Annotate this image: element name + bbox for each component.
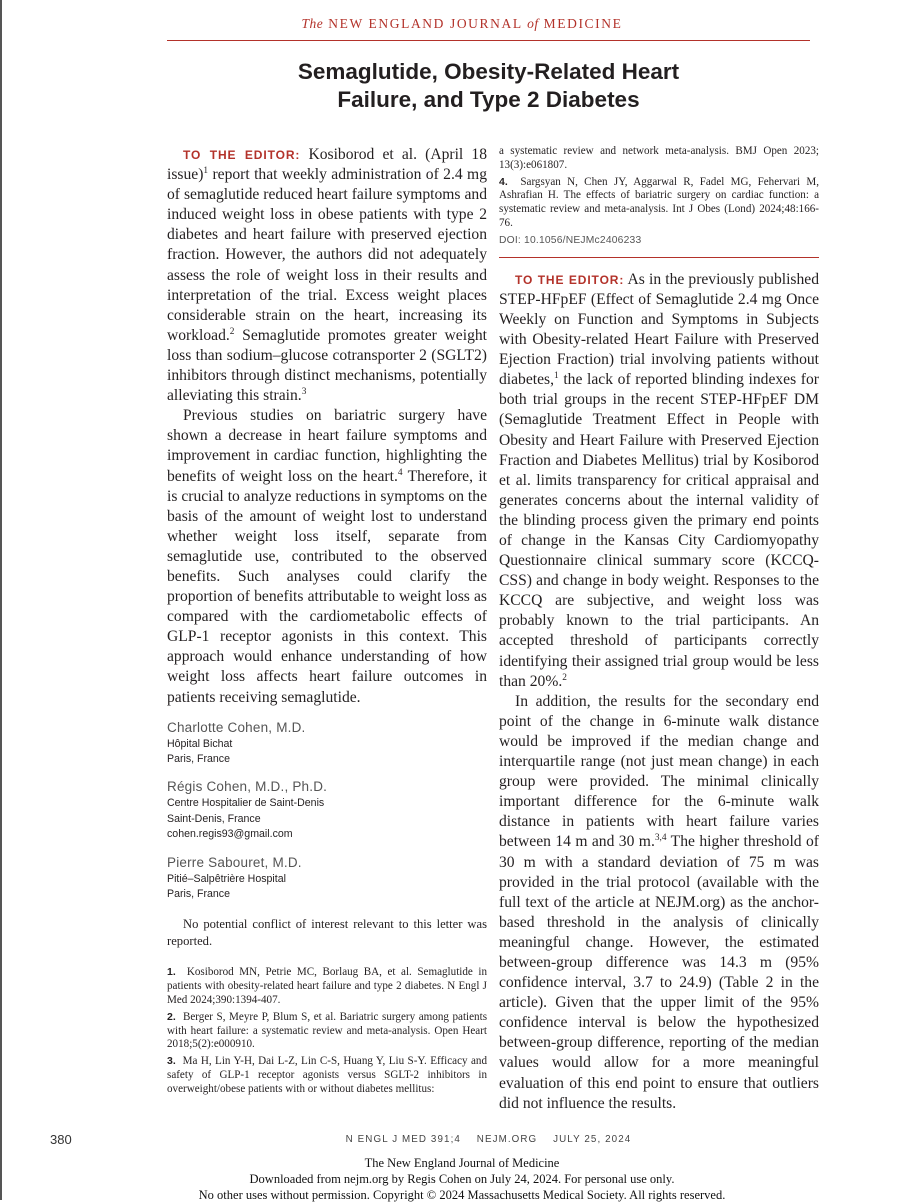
- citation-sup: 1: [554, 371, 559, 382]
- letter-separator: [499, 257, 819, 258]
- right-column: [499, 145, 819, 1114]
- citation-sup: 2: [229, 326, 235, 337]
- reference-text: Ma H, Lin Y-H, Dai L-Z, Lin C-S, Huang Y, Liu S-Y. Efficacy and safety of GLP-1 receptor agonists versus SGLT-2 inhibitors in overweight/obese patients with or without diabetes mellitus:: [167, 1055, 488, 1095]
- journal-masthead: [0, 16, 924, 32]
- masthead-the: The: [301, 16, 324, 31]
- letter2-p1-text-a: As in the previously published STEP-HFpEF (Effect of Semaglutide 2.4 mg Once Weekly on Function and Symptoms in Subjects with Obesity-related Heart Failure with Preserved Ejection Fraction) trial involving patients without diabetes,: [499, 270, 819, 389]
- masthead-medicine: MEDICINE: [543, 16, 623, 31]
- letter2-paragraph-1: [499, 270, 819, 692]
- letter1-p2-text-b: Therefore, it is crucial to analyze reductions in symptoms on the basis of the amount of weight lost to understand whether weight loss itself, separate from semaglutide use, contributed to the observed benefits. Such analyses could clarify the proportion of benefits attributable to weight loss as compared with the cardiometabolic effects of GLP-1 receptor agonists in this context. This approach would enhance understanding of how weight loss affects heart failure outcomes in patients receiving semaglutide.: [167, 467, 487, 706]
- letter2-p2-text-a: In addition, the results for the secondary end point of the change in 6-minute walk distance would be improved if the median change and interquartile range (not just mean change) in each group were provided. The minimal clinically important difference for the 6-minute walk distance in patients with heart failure varies between 14 m and 30 m.: [499, 692, 819, 851]
- citation-site: NEJM.ORG: [476, 1134, 538, 1145]
- reference-item: [167, 1011, 487, 1052]
- author-block: [167, 854, 487, 903]
- download-line-2: Downloaded from nejm.org by Regis Cohen on July 24, 2024. For personal use only.: [249, 1172, 675, 1186]
- author-affiliation: Centre Hospitalier de Saint-Denis: [167, 797, 325, 810]
- letter1-lead: TO THE EDITOR:: [183, 148, 301, 162]
- citation-date: JULY 25, 2024: [553, 1134, 632, 1145]
- journal-citation: [167, 1134, 810, 1145]
- doi-link[interactable]: DOI: 10.1056/NEJMc2406233: [499, 234, 642, 246]
- citation-sup: 1: [203, 165, 209, 176]
- article-title: [167, 58, 810, 114]
- reference-text: Kosiborod MN, Petrie MC, Borlaug BA, et al. Semaglutide in patients with obesity-related heart failure and type 2 diabetes. N Engl J Med 2024;390:1394-407.: [167, 966, 488, 1007]
- citation-sup: 3: [301, 386, 307, 397]
- citation-sup: 3,4: [654, 833, 667, 844]
- author-name: Charlotte Cohen, M.D.: [167, 719, 306, 735]
- author-email[interactable]: cohen.regis93@gmail.com: [167, 828, 293, 841]
- masthead-rule: [167, 40, 810, 41]
- author-location: Paris, France: [167, 888, 230, 901]
- references-list: [167, 966, 487, 1096]
- reference-number: 4.: [499, 175, 508, 188]
- author-location: Paris, France: [167, 753, 230, 766]
- page-edge: [0, 0, 2, 1200]
- citation-sup: 4: [397, 467, 403, 478]
- title-line-2: Failure, and Type 2 Diabetes: [337, 87, 640, 112]
- reference-text: Sargsyan N, Chen JY, Aggarwal R, Fadel MG, Fehervari M, Ashrafian H. The effects of bariatric surgery on cardiac function: a systematic review and meta-analysis. Int J Obes (Lond) 2024;48:166-76.: [499, 175, 820, 229]
- reference-number: 2.: [167, 1010, 176, 1023]
- author-affiliation: Hôpital Bichat: [167, 737, 233, 750]
- reference-text: Berger S, Meyre P, Blum S, et al. Bariatric surgery among patients with heart failure: a systematic review and meta-analysis. Open Heart 2018;5(2):e000910.: [167, 1010, 488, 1051]
- reference-item: [167, 1055, 487, 1096]
- author-name: Régis Cohen, M.D., Ph.D.: [167, 779, 328, 795]
- download-line-1: The New England Journal of Medicine: [364, 1156, 560, 1170]
- reference-item-continued: a systematic review and network meta-analysis. BMJ Open 2023; 13(3):e061807.: [499, 145, 819, 171]
- masthead-name: NEW ENGLAND JOURNAL: [328, 16, 523, 31]
- author-block: [167, 719, 487, 768]
- reference-item: [167, 966, 487, 1007]
- conflict-of-interest: No potential conflict of interest relevant to this letter was reported.: [167, 917, 487, 948]
- masthead-of: of: [527, 16, 539, 31]
- letter1-p2-text-a: Previous studies on bariatric surgery have shown a decrease in heart failure symptoms and improvement in cardiac function, highlighting the benefits of weight loss on the heart.: [167, 407, 487, 485]
- title-line-1: Semaglutide, Obesity-Related Heart: [297, 59, 680, 84]
- letter1-p1-text-b: report that weekly administration of 2.4 mg of semaglutide reduced heart failure symptoms and induced weight loss in obese patients with type 2 diabetes and heart failure with preserved ejection fraction. However, the authors did not adequately assess the role of weight loss in their results and interpretation of the trial. Excess weight places considerable strain on the heart, increasing its workload.: [167, 166, 487, 344]
- author-block: [167, 778, 487, 842]
- letter1-paragraph-1: [167, 145, 487, 406]
- download-notice: [0, 1155, 924, 1203]
- page-number: 380: [50, 1132, 72, 1147]
- letter2-lead: TO THE EDITOR:: [515, 272, 625, 287]
- letter2-p2-text-b: The higher threshold of 30 m with a standard deviation of 75 m was provided in the trial protocol (available with the full text of the article at NEJM.org) as the anchor-based threshold in the analysis of clinically meaningful change. However, the estimated between-group difference was 14.3 m (95% confidence interval, 3.7 to 24.9) (Table 2 in the article). Given that the upper limit of the 95% confidence interval is below the hypothesized between-group difference, reporting of the median values would allow for a more meaningful evaluation of this end point to ensure that outliers did not influence the results.: [499, 833, 819, 1112]
- citation-sup: 2: [562, 672, 567, 683]
- letter2-paragraph-2: [499, 692, 819, 1114]
- reference-number: 1.: [167, 966, 176, 979]
- reference-number: 3.: [167, 1055, 176, 1068]
- left-column: [167, 145, 487, 1100]
- letter1-p1-text-c: Semaglutide promotes greater weight loss than sodium–glucose cotransporter 2 (SGLT2) inhibitors through distinct mechanisms, potentially alleviating this strain.: [167, 326, 487, 405]
- download-line-3: No other uses without permission. Copyright © 2024 Massachusetts Medical Society. All rights reserved.: [198, 1188, 726, 1202]
- letter1-paragraph-2: [167, 406, 487, 707]
- author-name: Pierre Sabouret, M.D.: [167, 854, 302, 870]
- citation-volume: N ENGL J MED 391;4: [345, 1134, 461, 1145]
- author-affiliation: Pitié–Salpêtrière Hospital: [167, 872, 286, 885]
- letter2-p1-text-b: the lack of reported blinding indexes for both trial groups in the recent STEP-HFpEF DM (Semaglutide Treatment Effect in People with Obesity and Heart Failure with Preserved Ejection Fraction and Diabetes Mellitus) trial by Kosiborod et al. limits transparency for critical appraisal and generates concerns about the internal validity of the blinding process given the primary end points of change in the Kansas City Cardiomyopathy Questionnaire clinical summary score (KCCQ-CSS) and change in body weight. Responses to the KCCQ are subjective, and weight loss was probably known to the trial participants. An accepted threshold of participants correctly identifying their assigned trial group would be less than 20%.: [499, 371, 819, 690]
- letter1-p1-text-a: Kosiborod et al. (April 18 issue): [167, 146, 487, 184]
- author-location: Saint-Denis, France: [167, 812, 261, 825]
- reference-item: [499, 176, 819, 231]
